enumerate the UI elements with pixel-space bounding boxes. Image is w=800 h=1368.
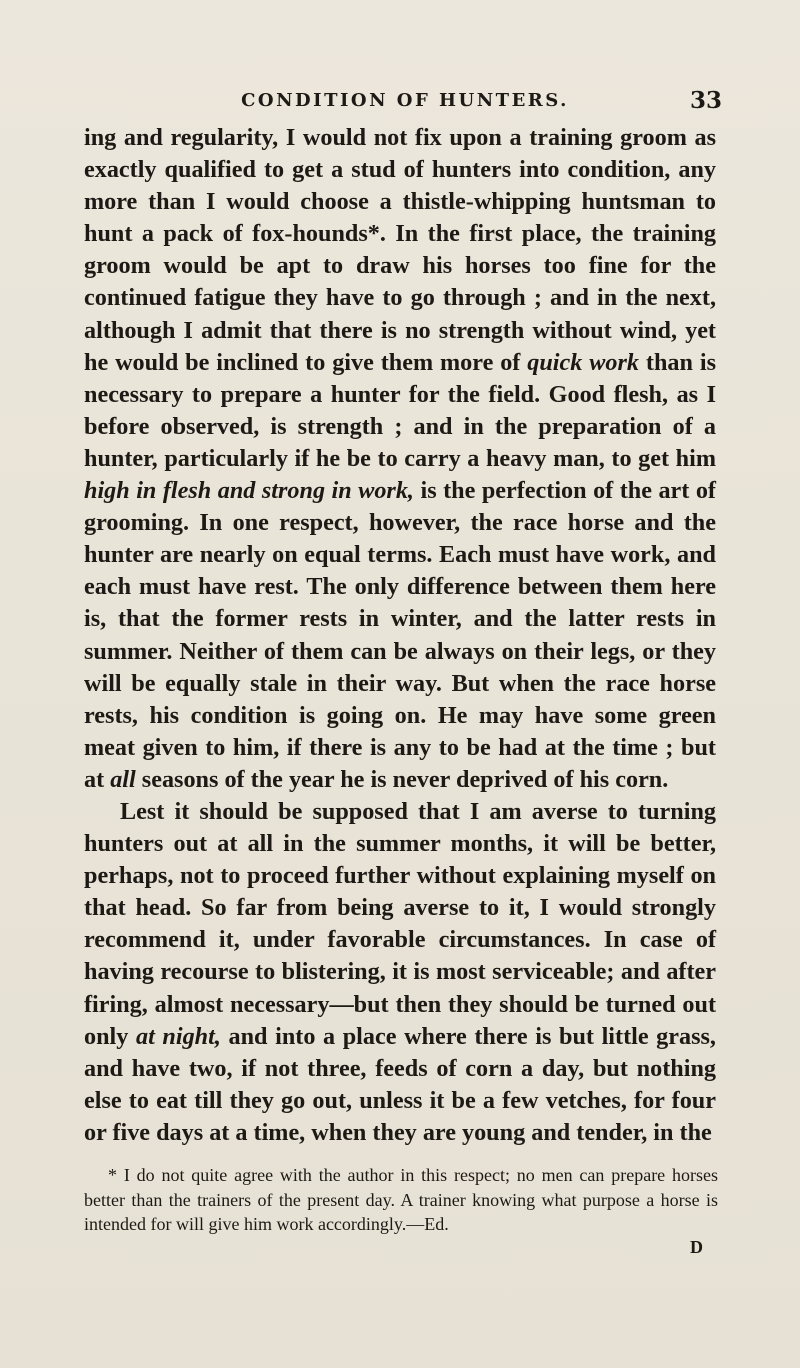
- emphasis-all: all: [110, 765, 136, 793]
- paragraph-2: [84, 796, 716, 1149]
- running-head: [120, 86, 722, 116]
- paragraph-1-part-c: is the perfection of the art of grooming. In one respect, however, the race horse and the hunter are nearly on equal terms. Each must have work, and each must have rest. The only difference between them here is, that the former rests in winter, and the latter rests in summer. Neither of them can be always on their legs, or they will be equally stale in their way. But when the race horse rests, his condition is going on. He may have some green meat given to him, if there is any to be had at the time ; but at: [84, 477, 716, 793]
- emphasis-high-in-flesh: high in flesh and strong in work,: [84, 477, 414, 505]
- paragraph-1-part-a: ing and regularity, I would not fix upon a training groom as exactly qualified to get a stud of hunters into condition, any more than I would choose a thistle-whipping huntsman to hunt a pack of fox-hounds*. In the first place, the training groom would be apt to draw his horses too fine for the continued fatigue they have to go through ; and in the next, although I admit that there is no strength without wind, yet he would be inclined to give them more of: [84, 124, 716, 376]
- paragraph-2-part-a: Lest it should be supposed that I am averse to turning hunters out at all in the summer months, it will be better, perhaps, not to proceed further without explaining myself on that head. So far from being averse to it, I would strongly recommend it, under favorable circumstances. In case of having recourse to blistering, it is most serviceable; and after firing, almost necessary—but then they should be turned out only: [84, 797, 716, 1050]
- footnote: * I do not quite agree with the author in this respect; no men can prepare horses better than the trainers of the present day. A trainer knowing what purpose a horse is intended for will give him work accordingly.—Ed.: [84, 1165, 718, 1234]
- emphasis-at-night: at night,: [135, 1022, 221, 1050]
- signature-mark: D: [690, 1237, 703, 1257]
- paragraph-2-part-b: and into a place where there is but little grass, and have two, if not three, feeds of corn a day, but nothing else to eat till they go out, unless it be a few vetches, for four or five days at a time, when they are young and tender, in the: [84, 1022, 716, 1146]
- paragraph-1: [84, 122, 716, 796]
- paragraph-1-part-b: than is necessary to prepare a hunter for the field. Good flesh, as I before observed, is strength ; and in the preparation of a hunter, particularly if he be to carry a heavy man, to get him: [84, 348, 716, 472]
- emphasis-quick-work: quick work: [527, 348, 639, 376]
- running-title: CONDITION OF HUNTERS.: [241, 90, 569, 111]
- page-number: 33: [689, 87, 722, 114]
- body-text: [84, 122, 716, 1149]
- paragraph-1-part-d: seasons of the year he is never deprived of his corn.: [135, 765, 669, 793]
